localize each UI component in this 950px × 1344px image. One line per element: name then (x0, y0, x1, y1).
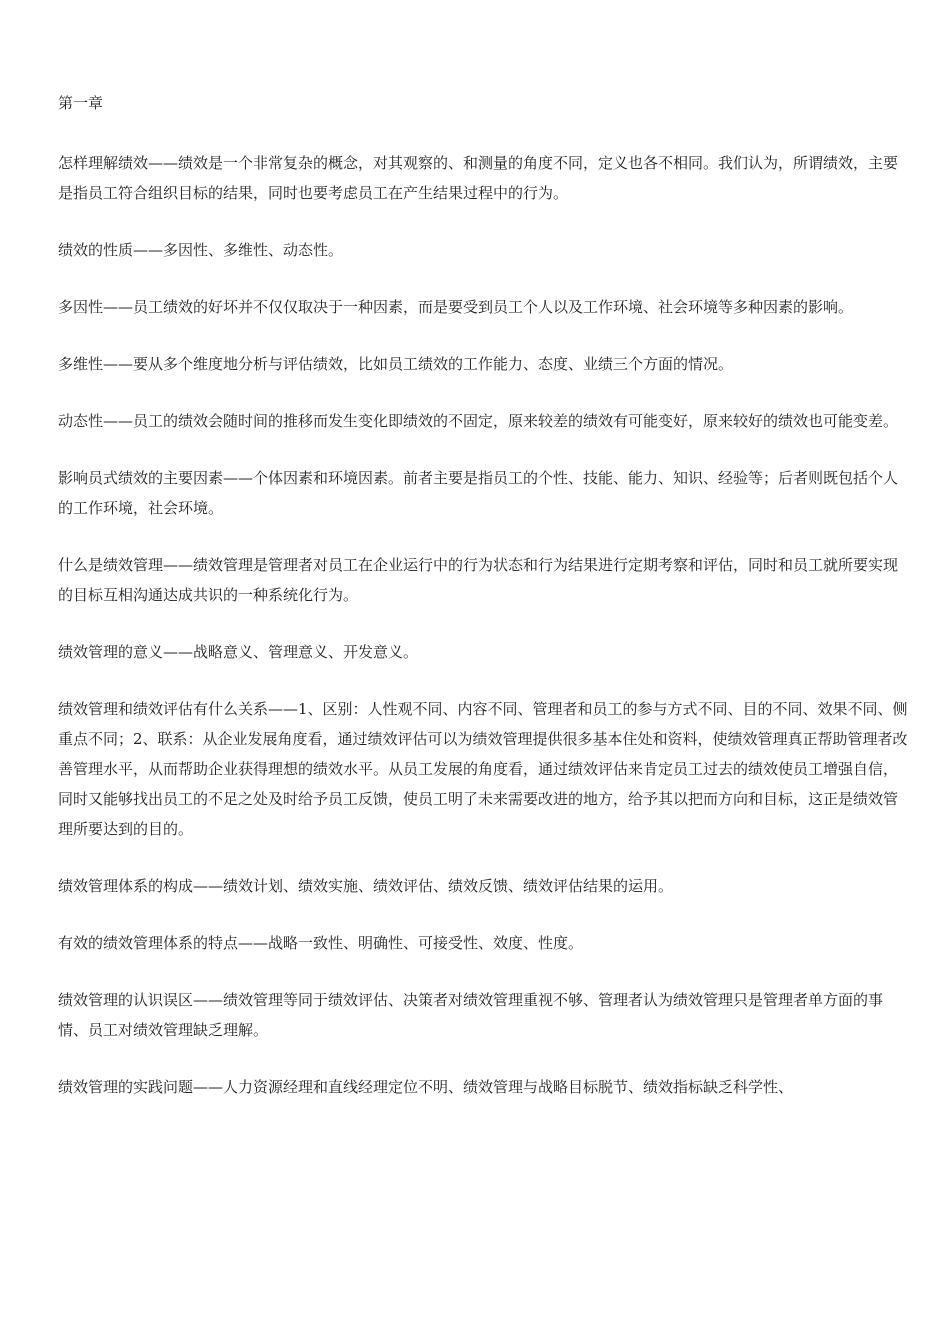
chapter-heading: 第一章 (58, 94, 104, 112)
paragraph-influencing-factors: 影响员式绩效的主要因素——个体因素和环境因素。前者主要是指员工的个性、技能、能力、知识、经验等；后者则既包括个人的工作环境，社会环境。 (58, 469, 899, 517)
paragraph-multi-dimension: 多维性——要从多个维度地分析与评估绩效，比如员工绩效的工作能力、态度、业绩三个方面的情况。 (58, 355, 734, 373)
paragraph-practical-problems: 绩效管理的实践问题——人力资源经理和直线经理定位不明、绩效管理与战略目标脱节、绩效指标缺乏科学性、 (58, 1078, 794, 1096)
paragraph-what-is-management: 什么是绩效管理——绩效管理是管理者对员工在企业运行中的行为状态和行为结果进行定期考察和评估，同时和员工就所要实现的目标互相沟通达成共识的一种系统化行为。 (58, 556, 899, 604)
paragraph-multi-cause: 多因性——员工绩效的好坏并不仅仅取决于一种因素，而是要受到员工个人以及工作环境、社会环境等多种因素的影响。 (58, 298, 854, 316)
paragraph-performance-nature: 绩效的性质——多因性、多维性、动态性。 (58, 241, 344, 259)
paragraph-management-vs-evaluation: 绩效管理和绩效评估有什么关系——1、区别：人性观不同、内容不同、管理者和员工的参与方式不同、目的不同、效果不同、侧重点不同；2、联系：从企业发展角度看，通过绩效评估可以为绩效管理提供很多基本住处和资料，使绩效管理真正帮助管理者改善管理水平，从而帮助企业获得理想的绩效水平。从员工发展的角度看，通过绩效评估来肯定员工过去的绩效使员工增强自信，同时又能够找出员工的不足之处及时给予员工反馈，使员工明了未来需要改进的地方，给予其以把而方向和目标，这正是绩效管理所要达到的目的。 (58, 700, 908, 838)
paragraph-understanding-performance: 怎样理解绩效——绩效是一个非常复杂的概念，对其观察的、和测量的角度不同，定义也各不相同。我们认为，所谓绩效，主要是指员工符合组织目标的结果，同时也要考虑员工在产生结果过程中的行为。 (58, 154, 899, 202)
paragraph-misconceptions: 绩效管理的认识误区——绩效管理等同于绩效评估、决策者对绩效管理重视不够、管理者认为绩效管理只是管理者单方面的事情、员工对绩效管理缺乏理解。 (58, 991, 884, 1039)
paragraph-system-composition: 绩效管理体系的构成——绩效计划、绩效实施、绩效评估、绩效反馈、绩效评估结果的运用。 (58, 877, 674, 895)
document-body (58, 88, 908, 1129)
paragraph-dynamic: 动态性——员工的绩效会随时间的推移而发生变化即绩效的不固定，原来较差的绩效有可能变好，原来较好的绩效也可能变差。 (58, 412, 899, 430)
paragraph-system-features: 有效的绩效管理体系的特点——战略一致性、明确性、可接受性、效度、性度。 (58, 934, 584, 952)
paragraph-management-meaning: 绩效管理的意义——战略意义、管理意义、开发意义。 (58, 643, 419, 661)
